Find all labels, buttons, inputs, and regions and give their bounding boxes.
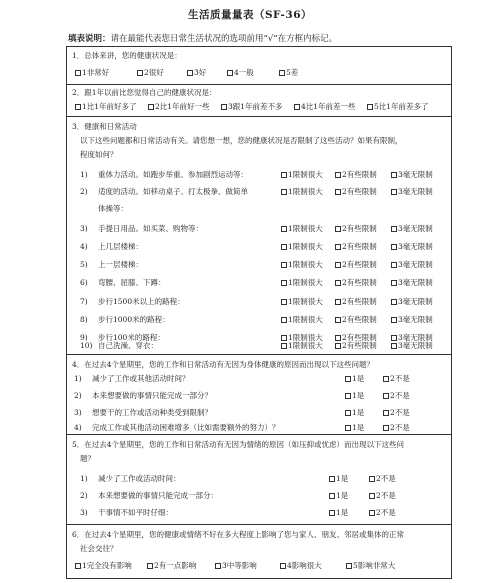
checkbox[interactable]	[383, 393, 389, 399]
checkbox[interactable]	[281, 189, 287, 195]
q2-option-5[interactable]	[367, 102, 429, 112]
q1-option-2[interactable]	[137, 68, 164, 78]
q6-option-1[interactable]	[75, 561, 132, 571]
q5-item-1-yes[interactable]	[329, 474, 348, 484]
q3-item-6-option-2[interactable]	[335, 260, 377, 270]
q6-option-2[interactable]	[147, 561, 196, 571]
q3-item-7-option-1[interactable]	[281, 278, 323, 288]
checkbox[interactable]	[281, 343, 287, 349]
checkbox[interactable]	[294, 104, 300, 110]
item-text: 步行1000米的路程：	[98, 315, 170, 324]
question-5: 5．在过去4个星期里，您的工作和日常活动有无因为情绪的原因（如压抑或忧虑）而出现以下这些问	[72, 440, 405, 449]
q5-item-3-no[interactable]	[369, 508, 396, 518]
option-label: 3毫无限制	[398, 260, 433, 269]
q3-item-11-option-2[interactable]	[335, 341, 377, 351]
option-label: 3毫无限制	[398, 333, 433, 342]
option-label: 3毫无限制	[398, 297, 433, 306]
item-text: 想要干的工作或活动种类受到限制？	[92, 408, 212, 417]
q5-item-3	[80, 508, 173, 518]
option-label: 5比1年前差多了	[374, 102, 429, 111]
q5-item-1-no[interactable]	[369, 474, 396, 484]
checkbox[interactable]	[215, 563, 221, 569]
q6-option-3[interactable]	[215, 561, 257, 571]
option-label: 3中等影响	[222, 561, 257, 570]
q3-item-11-option-3[interactable]	[391, 341, 433, 351]
checkbox[interactable]	[367, 104, 373, 110]
option-label: 2有些限制	[342, 315, 377, 324]
q3-item-5-option-2[interactable]	[335, 242, 377, 252]
option-label: 1限制很大	[288, 315, 323, 324]
checkbox[interactable]	[281, 172, 287, 178]
item-text: 重体力活动。如跑步举重、参加剧烈运动等：	[98, 170, 248, 179]
checkbox[interactable]	[383, 425, 389, 431]
option-label: 2有些限制	[342, 242, 377, 251]
checkbox[interactable]	[335, 226, 341, 232]
q3-item-1	[80, 170, 248, 180]
option-label: 2有些限制	[342, 170, 377, 179]
option-label: 2有些限制	[342, 341, 377, 350]
option-label: 1是	[336, 491, 349, 500]
question-4: 4．在过去4个星期里，您的工作和日常活动有无因为身体健康的原因而出现以下这些问题？	[72, 360, 375, 369]
q4-item-1-no[interactable]	[383, 374, 410, 384]
checkbox[interactable]	[329, 493, 335, 499]
option-label: 3毫无限制	[398, 242, 433, 251]
question-3: 3．健康和日常活动	[72, 122, 137, 131]
q4-item-4-no[interactable]	[383, 423, 410, 433]
section-q1	[67, 47, 451, 85]
q3-item-3	[80, 204, 128, 214]
item-number: 2)	[80, 187, 88, 196]
q6-option-4[interactable]	[280, 561, 322, 571]
option-label: 1是	[352, 408, 365, 417]
checkbox[interactable]	[281, 299, 287, 305]
option-label: 3跟1年前差不多	[228, 102, 283, 111]
checkbox[interactable]	[137, 70, 143, 76]
checkbox[interactable]	[221, 104, 227, 110]
checkbox[interactable]	[281, 244, 287, 250]
checkbox[interactable]	[187, 70, 193, 76]
q3-item-7	[80, 278, 166, 288]
q3-item-4-option-3[interactable]	[391, 224, 433, 234]
option-label: 1完全没有影响	[82, 561, 132, 570]
option-label: 1是	[336, 508, 349, 517]
option-label: 2有些限制	[342, 224, 377, 233]
checkbox[interactable]	[346, 563, 352, 569]
q3-item-8-option-1[interactable]	[281, 297, 323, 307]
checkbox[interactable]	[227, 70, 233, 76]
item-number: 3)	[80, 224, 88, 233]
item-text: 自己洗澡、穿衣：	[98, 341, 158, 350]
option-label: 1非常好	[82, 68, 110, 77]
q4-item-3-yes[interactable]	[345, 408, 364, 418]
option-label: 3毫无限制	[398, 224, 433, 233]
checkbox[interactable]	[279, 70, 285, 76]
section-q2	[67, 85, 451, 117]
q3-item-4-option-2[interactable]	[335, 224, 377, 234]
checkbox[interactable]	[329, 510, 335, 516]
q4-item-2	[74, 391, 212, 401]
q2-option-4[interactable]	[294, 102, 356, 112]
option-label: 4一般	[234, 68, 254, 77]
q5-item-2-yes[interactable]	[329, 491, 348, 501]
question-1: 1．总体来讲，您的健康状况是：	[72, 51, 182, 60]
checkbox[interactable]	[335, 317, 341, 323]
option-label: 1是	[352, 423, 365, 432]
checkbox[interactable]	[391, 262, 397, 268]
page-title: 生活质量量表（SF-36）	[187, 9, 313, 21]
question-3-intro: 以下这些问题都和日常活动有关。请您想一想，您的健康状况是否限制了这些活动？如果有限制，	[80, 136, 403, 145]
checkbox[interactable]	[345, 393, 351, 399]
checkbox[interactable]	[281, 226, 287, 232]
section-q6	[67, 525, 451, 579]
option-label: 2有一点影响	[154, 561, 197, 570]
item-text: 体操等：	[98, 204, 128, 213]
checkbox[interactable]	[281, 262, 287, 268]
question-6: 6．在过去4个星期里，您的健康或情绪不好在多大程度上影响了您与家人、朋友、邻居或集体的正常	[72, 530, 405, 539]
checkbox[interactable]	[75, 104, 81, 110]
checkbox[interactable]	[369, 510, 375, 516]
option-label: 3毫无限制	[398, 187, 433, 196]
item-number: 1)	[74, 374, 82, 383]
item-number: 4)	[74, 423, 82, 432]
option-label: 1是	[352, 374, 365, 383]
item-text: 步行1500米以上的路程：	[98, 297, 185, 306]
option-label: 4比1年前差一些	[301, 102, 356, 111]
item-number: 3)	[74, 408, 82, 417]
q5-item-2-no[interactable]	[369, 491, 396, 501]
option-label: 1限制很大	[288, 187, 323, 196]
question-5-line-2: 题？	[80, 454, 95, 463]
checkbox[interactable]	[391, 226, 397, 232]
checkbox[interactable]	[335, 172, 341, 178]
q3-item-5-option-3[interactable]	[391, 242, 433, 252]
question-6-line-2: 社会交往？	[80, 544, 118, 553]
checkbox[interactable]	[281, 317, 287, 323]
option-label: 3毫无限制	[398, 170, 433, 179]
q1-option-1[interactable]	[75, 68, 109, 78]
option-label: 4影响很大	[287, 561, 322, 570]
item-number: 6)	[80, 278, 88, 287]
q1-option-4[interactable]	[227, 68, 254, 78]
item-number: 2)	[74, 391, 82, 400]
item-number: 8)	[80, 315, 88, 324]
item-text: 本来想要做的事情只能完成一部分？	[92, 391, 212, 400]
q3-item-6	[80, 260, 143, 270]
option-label: 2有些限制	[342, 333, 377, 342]
option-label: 1限制很大	[288, 333, 323, 342]
checkbox[interactable]	[391, 189, 397, 195]
section-q5	[67, 435, 451, 525]
option-label: 1限制很大	[288, 224, 323, 233]
option-label: 2有些限制	[342, 297, 377, 306]
option-label: 5影响非常大	[353, 561, 396, 570]
q5-item-2	[80, 491, 218, 501]
q2-option-3[interactable]	[221, 102, 283, 112]
checkbox[interactable]	[391, 343, 397, 349]
checkbox[interactable]	[280, 563, 286, 569]
q3-item-1-option-1[interactable]	[281, 170, 323, 180]
option-label: 2不是	[376, 508, 396, 517]
checkbox[interactable]	[391, 317, 397, 323]
q3-item-6-option-3[interactable]	[391, 260, 433, 270]
q3-item-2-option-1[interactable]	[281, 187, 323, 197]
q3-item-2-option-2[interactable]	[335, 187, 377, 197]
item-number: 2)	[80, 491, 88, 500]
checkbox[interactable]	[147, 563, 153, 569]
q1-option-5[interactable]	[279, 68, 298, 78]
q4-item-4-yes[interactable]	[345, 423, 364, 433]
option-label: 1限制很大	[288, 170, 323, 179]
instruction-label: 填表说明：	[68, 34, 111, 44]
item-number: 9)	[80, 333, 88, 342]
option-label: 1限制很大	[288, 242, 323, 251]
checkbox[interactable]	[383, 376, 389, 382]
q3-item-8	[80, 297, 185, 307]
option-label: 2比1年前好一些	[155, 102, 210, 111]
instructions	[68, 32, 337, 44]
item-text: 适度的活动。如移动桌子、打太极拳、做简单	[98, 187, 248, 196]
option-label: 2有些限制	[342, 278, 377, 287]
option-label: 3毫无限制	[398, 341, 433, 350]
option-label: 1限制很大	[288, 260, 323, 269]
checkbox[interactable]	[345, 410, 351, 416]
option-label: 1限制很大	[288, 278, 323, 287]
checkbox[interactable]	[281, 280, 287, 286]
item-text: 上几层楼梯：	[98, 242, 143, 251]
checkbox[interactable]	[345, 425, 351, 431]
question-3-intro-2: 程度如何？	[80, 150, 118, 159]
item-text: 干事情不如平时仔细：	[98, 508, 173, 517]
checkbox[interactable]	[345, 376, 351, 382]
item-text: 步行100米的路程：	[98, 333, 165, 342]
checkbox[interactable]	[335, 244, 341, 250]
q5-item-1	[80, 474, 181, 484]
section-q3	[67, 117, 451, 355]
item-number: 10)	[80, 341, 93, 350]
checkbox[interactable]	[383, 410, 389, 416]
q5-item-3-yes[interactable]	[329, 508, 348, 518]
option-label: 2不是	[390, 408, 410, 417]
option-label: 2很好	[144, 68, 164, 77]
option-label: 1比1年前好多了	[82, 102, 137, 111]
q2-option-2[interactable]	[148, 102, 210, 112]
q4-item-1-yes[interactable]	[345, 374, 364, 384]
option-label: 3毫无限制	[398, 315, 433, 324]
q3-item-5-option-1[interactable]	[281, 242, 323, 252]
item-text: 减少了工作或活动时间：	[98, 474, 181, 483]
checkbox[interactable]	[369, 476, 375, 482]
q3-item-1-option-3[interactable]	[391, 170, 433, 180]
option-label: 2不是	[390, 374, 410, 383]
item-text: 手提日用品。如买菜、购物等：	[98, 224, 203, 233]
option-label: 2有些限制	[342, 260, 377, 269]
q6-option-5[interactable]	[346, 561, 395, 571]
q4-item-4	[74, 423, 280, 433]
q3-item-9	[80, 315, 170, 325]
q3-item-4-option-1[interactable]	[281, 224, 323, 234]
q3-item-6-option-1[interactable]	[281, 260, 323, 270]
item-text: 完成工作或其他活动困难增多（比如需要额外的努力）？	[92, 423, 280, 432]
option-label: 3毫无限制	[398, 278, 433, 287]
checkbox[interactable]	[391, 172, 397, 178]
q1-option-3[interactable]	[187, 68, 206, 78]
item-number: 5)	[80, 260, 88, 269]
item-text: 本来想要做的事情只能完成一部分：	[98, 491, 218, 500]
q3-item-8-option-3[interactable]	[391, 297, 433, 307]
q3-item-9-option-1[interactable]	[281, 315, 323, 325]
q4-item-1	[74, 374, 190, 384]
option-label: 1限制很大	[288, 297, 323, 306]
q3-item-7-option-3[interactable]	[391, 278, 433, 288]
q3-item-7-option-2[interactable]	[335, 278, 377, 288]
q3-item-9-option-2[interactable]	[335, 315, 377, 325]
item-number: 3)	[80, 508, 88, 517]
checkbox[interactable]	[75, 563, 81, 569]
option-label: 5差	[286, 68, 299, 77]
section-q4	[67, 355, 451, 435]
questionnaire-table	[66, 46, 452, 579]
checkbox[interactable]	[329, 476, 335, 482]
q3-item-8-option-2[interactable]	[335, 297, 377, 307]
option-label: 3好	[194, 68, 207, 77]
item-number: 1)	[80, 170, 88, 179]
option-label: 1是	[352, 391, 365, 400]
q4-item-2-no[interactable]	[383, 391, 410, 401]
checkbox[interactable]	[148, 104, 154, 110]
item-text: 上一层楼梯：	[98, 260, 143, 269]
checkbox[interactable]	[335, 299, 341, 305]
q3-item-1-option-2[interactable]	[335, 170, 377, 180]
item-number: 1)	[80, 474, 88, 483]
checkbox[interactable]	[335, 262, 341, 268]
q4-item-3-no[interactable]	[383, 408, 410, 418]
item-text: 弯腰、屈膝、下蹲：	[98, 278, 166, 287]
q3-item-11	[80, 341, 158, 351]
q4-item-3	[74, 408, 212, 418]
question-2: 2．跟1年以前比您觉得自己的健康状况是：	[72, 88, 217, 97]
checkbox[interactable]	[391, 280, 397, 286]
q4-item-2-yes[interactable]	[345, 391, 364, 401]
checkbox[interactable]	[391, 299, 397, 305]
option-label: 2不是	[390, 423, 410, 432]
q3-item-4	[80, 224, 203, 234]
option-label: 2有些限制	[342, 187, 377, 196]
item-text: 减少了工作或其他活动时间？	[92, 374, 190, 383]
checkbox[interactable]	[335, 189, 341, 195]
checkbox[interactable]	[369, 493, 375, 499]
item-number: 7)	[80, 297, 88, 306]
checkbox[interactable]	[75, 70, 81, 76]
option-label: 2不是	[376, 474, 396, 483]
q3-item-11-option-1[interactable]	[281, 341, 323, 351]
option-label: 2不是	[376, 491, 396, 500]
checkbox[interactable]	[335, 280, 341, 286]
q3-item-5	[80, 242, 143, 252]
checkbox[interactable]	[391, 244, 397, 250]
q2-option-1[interactable]	[75, 102, 137, 112]
checkbox[interactable]	[335, 343, 341, 349]
q3-item-2-option-3[interactable]	[391, 187, 433, 197]
option-label: 1是	[336, 474, 349, 483]
instruction-text: 请在最能代表您日常生活状况的选项前用“√”在方框内标记。	[110, 34, 338, 44]
option-label: 1限制很大	[288, 341, 323, 350]
option-label: 2不是	[390, 391, 410, 400]
item-number: 4)	[80, 242, 88, 251]
q3-item-2	[80, 187, 248, 197]
q3-item-9-option-3[interactable]	[391, 315, 433, 325]
